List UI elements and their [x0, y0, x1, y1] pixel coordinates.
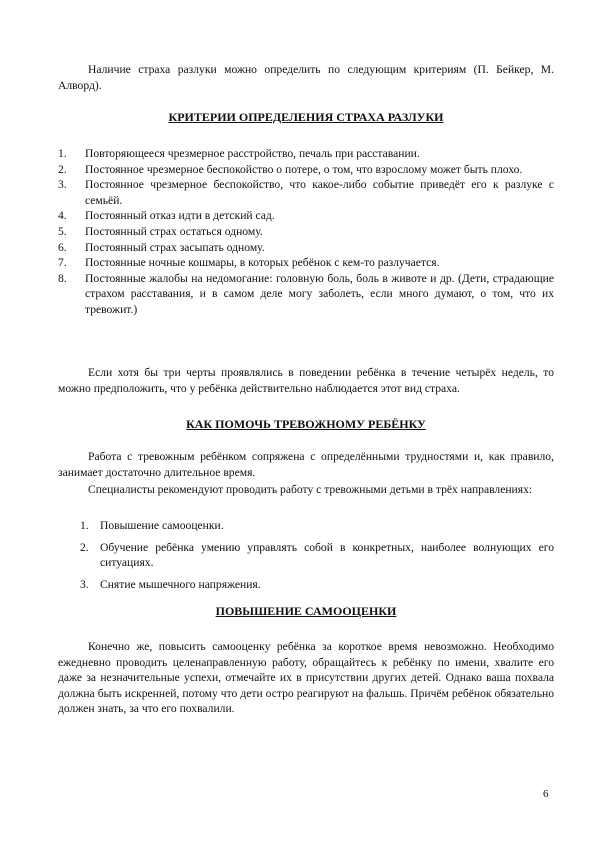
criteria-heading: КРИТЕРИИ ОПРЕДЕЛЕНИЯ СТРАХА РАЗЛУКИ — [168, 110, 444, 124]
list-item — [58, 177, 554, 208]
list-text: Постоянные жалобы на недомогание: головную боль, боль в животе и др. (Дети, страдающие страхом расставания, и в самом деле могу заболеть, если много думают, о том, что их тревожит.) — [85, 271, 554, 316]
list-number: 4. — [58, 209, 67, 223]
list-number: 3. — [80, 577, 89, 591]
conclusion-paragraph: Если хотя бы три черты проявлялись в поведении ребёнка в течение четырёх недель, то можно предположить, что у ребёнка действительно наблюдается этот вид страха. — [58, 366, 554, 395]
list-number: 6. — [58, 240, 67, 254]
list-number: 2. — [58, 162, 67, 176]
selfesteem-paragraph: Конечно же, повысить самооценку ребёнка за короткое время невозможно. Необходимо ежедневно проводить целенаправленную работу, обращайтесь к ребёнку по имени, хвалите его даже за незначительные успехи, отмечайте их в присутствии других детей. Однако ваша похвала должна быть искренней, потому что дети остро реагируют на фальшь. Причём ребёнок обязательно должен знать, за что его похвалили. — [58, 640, 554, 716]
list-number: 3. — [58, 178, 67, 192]
list-text: Повторяющееся чрезмерное расстройство, печаль при расставании. — [85, 147, 420, 160]
selfesteem-heading: ПОВЫШЕНИЕ САМООЦЕНКИ — [215, 604, 397, 618]
list-text: Постоянный страх засыпать одному. — [85, 240, 265, 254]
list-item — [58, 255, 554, 271]
list-number: 1. — [58, 147, 67, 160]
list-item — [58, 240, 554, 256]
list-text: Обучение ребёнка умению управлять собой в конкретных, наиболее волнующих его ситуациях. — [100, 540, 554, 570]
list-number: 1. — [80, 519, 89, 532]
list-text: Снятие мышечного напряжения. — [100, 577, 261, 591]
list-number: 5. — [58, 224, 67, 238]
list-item — [58, 224, 554, 240]
list-text: Постоянный отказ идти в детский сад. — [85, 209, 275, 223]
list-text: Постоянные ночные кошмары, в которых ребёнок с кем-то разлучается. — [85, 256, 440, 270]
list-item — [58, 271, 554, 318]
help-paragraph-1: Работа с тревожным ребёнком сопряжена с определёнными трудностями и, как правило, занимает достаточно длительное время. — [58, 450, 554, 479]
list-item — [58, 162, 554, 178]
list-item — [80, 577, 554, 593]
list-text: Постоянное чрезмерное беспокойство, что какое-либо событие приведёт его к разлуке с семьёй. — [85, 178, 554, 207]
page-number: 6 — [543, 788, 549, 800]
help-paragraph-2: Специалисты рекомендуют проводить работу с тревожными детьми в трёх направлениях: — [88, 483, 533, 496]
list-item — [58, 208, 554, 224]
list-text: Постоянный страх остаться одному. — [85, 224, 263, 238]
intro-paragraph: Наличие страха разлуки можно определить по следующим критериям (П. Бейкер, М. Алворд). — [58, 63, 554, 92]
list-number: 8. — [58, 271, 67, 285]
list-item — [80, 518, 554, 534]
directions-list — [80, 518, 554, 598]
list-item — [80, 540, 554, 571]
list-item — [58, 146, 554, 162]
help-heading: КАК ПОМОЧЬ ТРЕВОЖНОМУ РЕБЁНКУ — [186, 417, 426, 431]
list-number: 7. — [58, 256, 67, 270]
list-text: Повышение самооценки. — [100, 519, 224, 532]
list-text: Постоянное чрезмерное беспокойство о потере, о том, что взрослому может быть плохо. — [85, 162, 523, 176]
criteria-list — [58, 146, 554, 318]
list-number: 2. — [80, 540, 89, 554]
